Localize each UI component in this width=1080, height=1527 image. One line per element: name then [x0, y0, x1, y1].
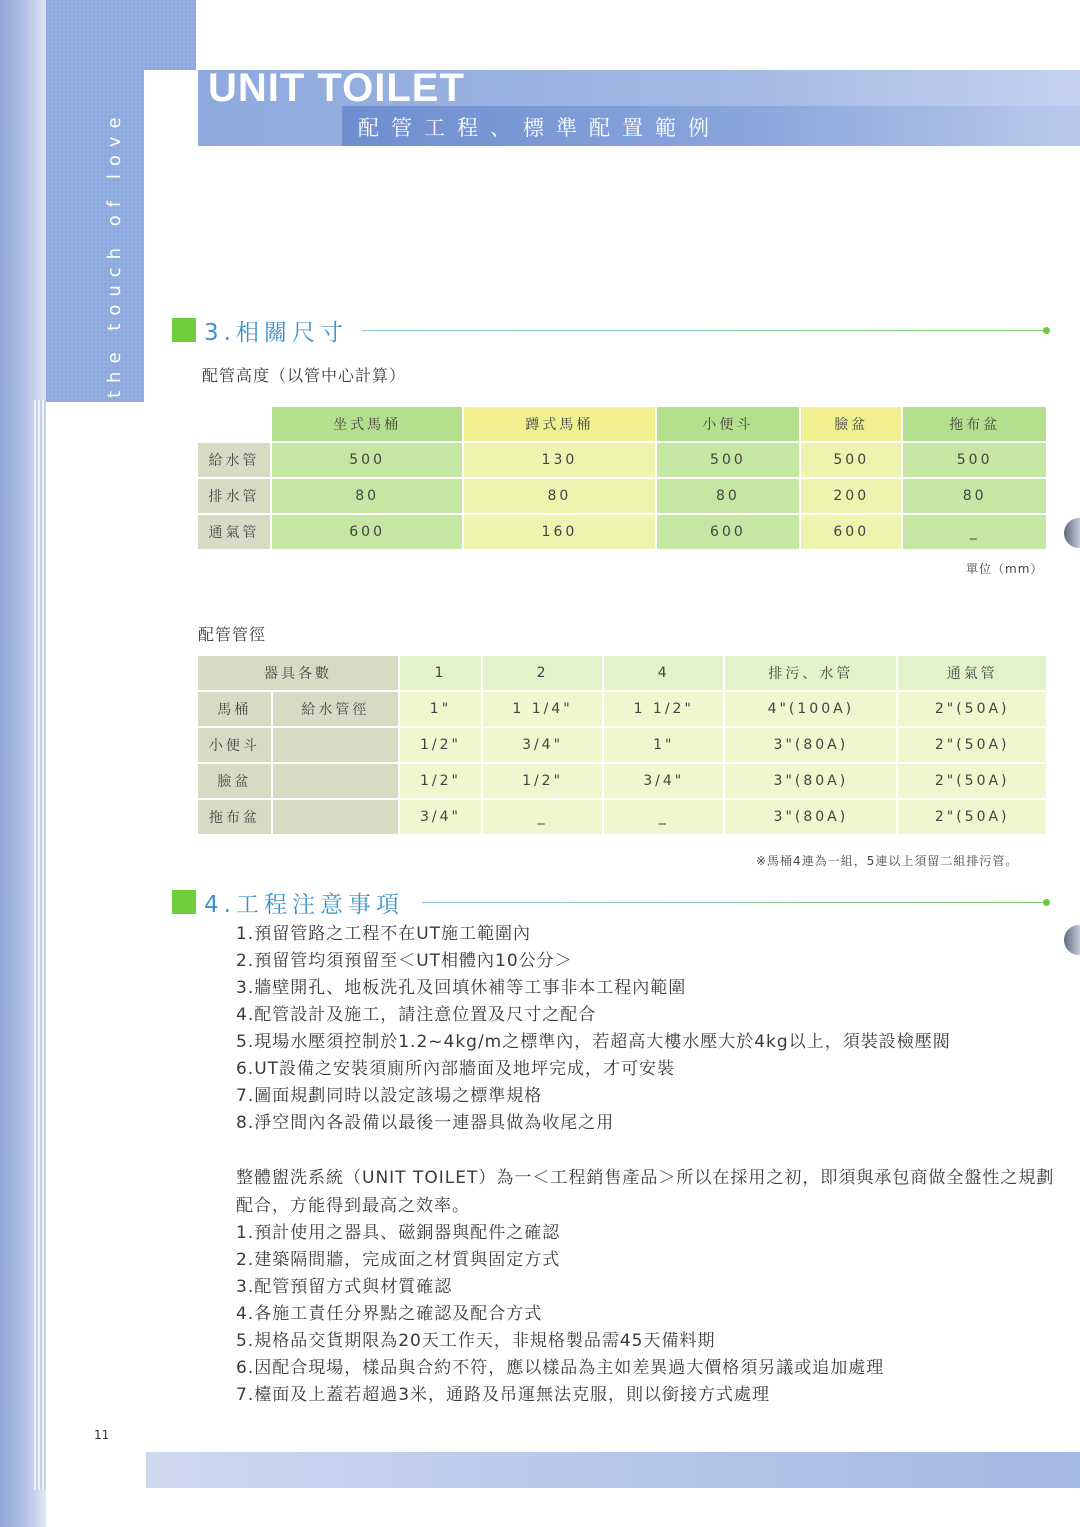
list-item: 7.圖面規劃同時以設定該場之標準規格 — [236, 1086, 543, 1106]
column-header: 器具各數 — [198, 656, 398, 690]
table-cell: 3/4" — [483, 728, 602, 762]
table-cell: 3"(80A) — [725, 728, 896, 762]
table-cell: 80 — [903, 479, 1046, 513]
table-cell: 600 — [801, 515, 901, 549]
diameter-caption: 配管管徑 — [198, 625, 267, 644]
section-marker-icon — [172, 318, 196, 342]
list-item: 8.淨空間內各設備以最後一連器具做為收尾之用 — [236, 1113, 615, 1133]
column-header: 臉盆 — [801, 407, 901, 441]
row-subheader — [273, 800, 398, 834]
diameter-table — [196, 654, 1048, 836]
table-cell: 3/4" — [400, 800, 481, 834]
list-item: 1.預計使用之器具、磁銅器與配件之確認 — [236, 1223, 561, 1243]
table-cell: 3/4" — [604, 764, 723, 798]
list-item: 4.各施工責任分界點之確認及配合方式 — [236, 1304, 543, 1324]
table-cell: 1/2" — [400, 728, 481, 762]
table-cell: 500 — [801, 443, 901, 477]
row-header: 臉盆 — [198, 764, 271, 798]
table-cell: 500 — [657, 443, 800, 477]
table-cell: 500 — [272, 443, 462, 477]
table-cell: 1 1/2" — [604, 692, 723, 726]
table-corner — [198, 407, 270, 441]
table-cell: 80 — [657, 479, 800, 513]
list-item: 5.現場水壓須控制於1.2~4kg/m之標準內，若超高大樓水壓大於4kg以上，須裝設檢壓閥 — [236, 1032, 951, 1052]
side-tagline: the touch of love — [104, 109, 125, 398]
list-item: 5.規格品交貨期限為20天工作天，非規格製品需45天備料期 — [236, 1331, 716, 1351]
list-item: 6.UT設備之安裝須廁所內部牆面及地坪完成，才可安裝 — [236, 1059, 676, 1079]
table-cell: 3"(80A) — [725, 764, 896, 798]
column-header: 1 — [400, 656, 481, 690]
row-header: 通氣管 — [198, 515, 270, 549]
table-cell: 1/2" — [400, 764, 481, 798]
unit-note: 單位（mm） — [966, 562, 1044, 576]
table-cell: 600 — [272, 515, 462, 549]
row-header: 拖布盆 — [198, 800, 271, 834]
table-cell: 3"(80A) — [725, 800, 896, 834]
table-cell: 1/2" — [483, 764, 602, 798]
row-header: 馬桶 — [198, 692, 271, 726]
divider-dot — [1043, 327, 1050, 334]
binder-ring-icon — [1064, 925, 1080, 955]
table-cell: _ — [604, 800, 723, 834]
footer-band — [146, 1452, 1080, 1488]
notice-list — [236, 921, 951, 1137]
table-cell: 4"(100A) — [725, 692, 896, 726]
row-subheader — [273, 764, 398, 798]
list-item: 7.檯面及上蓋若超過3米，通路及吊運無法克服，則以銜接方式處理 — [236, 1385, 771, 1405]
page-title: UNIT TOILET — [208, 66, 465, 110]
page-edges — [32, 400, 46, 1490]
row-header: 給水管 — [198, 443, 270, 477]
binder-ring-icon — [1064, 518, 1080, 548]
divider — [422, 902, 1046, 903]
row-subheader: 給水管徑 — [273, 692, 398, 726]
table-cell: 1" — [400, 692, 481, 726]
section-marker-icon — [172, 890, 196, 914]
checklist — [236, 1220, 884, 1409]
table-cell: 160 — [464, 515, 654, 549]
divider — [362, 330, 1046, 331]
list-item: 2.預留管均須預留至＜UT相體內10公分＞ — [236, 951, 573, 971]
section-3-title: 3.相關尺寸 — [204, 314, 356, 347]
column-header: 坐式馬桶 — [272, 407, 462, 441]
height-table — [196, 405, 1048, 551]
table-cell: 130 — [464, 443, 654, 477]
list-item: 3.配管預留方式與材質確認 — [236, 1277, 453, 1297]
table-cell: 1 1/4" — [483, 692, 602, 726]
table-cell: 2"(50A) — [898, 728, 1046, 762]
table-cell: 2"(50A) — [898, 800, 1046, 834]
height-caption: 配管高度（以管中心計算） — [202, 366, 407, 385]
intro-paragraph: 整體盥洗系統（UNIT TOILET）為一＜工程銷售產品＞所以在採用之初，即須與承包商做全盤性之規劃配合，方能得到最高之效率。 — [236, 1168, 1055, 1216]
table-cell: 80 — [464, 479, 654, 513]
column-header: 小便斗 — [657, 407, 800, 441]
table-cell: 1" — [604, 728, 723, 762]
table-cell: 600 — [657, 515, 800, 549]
section-4-heading — [172, 886, 1052, 916]
table-cell: 2"(50A) — [898, 692, 1046, 726]
top-band — [46, 0, 196, 70]
table-cell: 80 — [272, 479, 462, 513]
page-number: 11 — [94, 1428, 110, 1442]
section-3-heading — [172, 314, 1052, 344]
row-subheader — [273, 728, 398, 762]
table-footnote: ※馬桶4連為一組，5連以上須留二組排污管。 — [756, 854, 1019, 868]
list-item: 4.配管設計及施工，請注意位置及尺寸之配合 — [236, 1005, 597, 1025]
column-header: 拖布盆 — [903, 407, 1046, 441]
list-item: 6.因配合現場，樣品與合約不符，應以樣品為主如差異過大價格須另議或追加處理 — [236, 1358, 885, 1378]
column-header: 蹲式馬桶 — [464, 407, 654, 441]
list-item: 1.預留管路之工程不在UT施工範圍內 — [236, 924, 532, 944]
page-subtitle: 配管工程、標準配置範例 — [358, 116, 721, 140]
section-4-title: 4.工程注意事項 — [204, 886, 412, 919]
table-cell: 2"(50A) — [898, 764, 1046, 798]
table-cell: _ — [483, 800, 602, 834]
column-header: 4 — [604, 656, 723, 690]
table-cell: 200 — [801, 479, 901, 513]
row-header: 排水管 — [198, 479, 270, 513]
table-cell: _ — [903, 515, 1046, 549]
table-cell: 500 — [903, 443, 1046, 477]
row-header: 小便斗 — [198, 728, 271, 762]
divider-dot — [1043, 899, 1050, 906]
column-header: 排污、水管 — [725, 656, 896, 690]
column-header: 2 — [483, 656, 602, 690]
list-item: 3.牆壁開孔、地板洗孔及回填休補等工事非本工程內範圍 — [236, 978, 687, 998]
column-header: 通氣管 — [898, 656, 1046, 690]
list-item: 2.建築隔間牆，完成面之材質與固定方式 — [236, 1250, 561, 1270]
